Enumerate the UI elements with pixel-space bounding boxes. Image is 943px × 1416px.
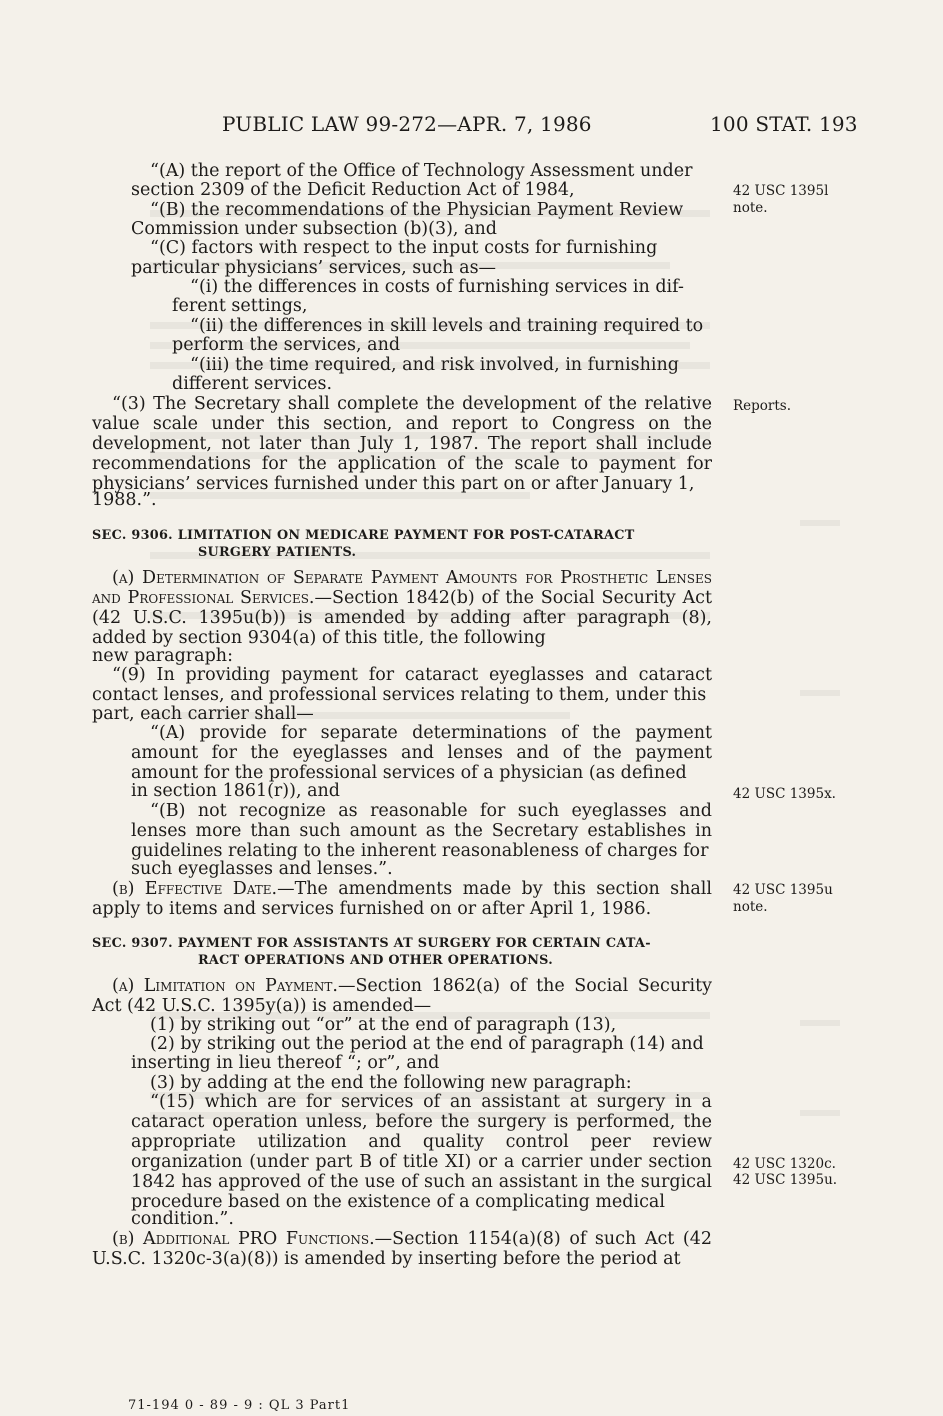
subitem-iii-line2: different services. xyxy=(172,374,333,394)
subsection-b-heading-9307: (b) Additional PRO Functions. xyxy=(112,1229,375,1249)
amendment-item-1: (1) by striking out “or” at the end of paragraph (13), xyxy=(150,1015,617,1035)
section-9307-subsection-b xyxy=(92,1229,712,1269)
subsection-a-heading: (a) Determination of Separate Payment Amounts for Prosthetic Lenses and Professional Services. xyxy=(92,568,712,608)
subitem-iii-line1: “(iii) the time required, and risk involved, in furnishing xyxy=(190,355,679,375)
clause-B-9306: “(B) not recognize as reasonable for such eyeglasses and lenses more than such amount as the Secretary establishes in guidelines relating to the inherent reasonableness of charges for xyxy=(131,801,712,861)
subitem-i-line1: “(i) the differences in costs of furnishing services in dif- xyxy=(190,277,684,297)
section-9306-heading-line1: SEC. 9306. LIMITATION ON MEDICARE PAYMENT FOR POST-CATARACT xyxy=(92,528,635,543)
section-9307-heading-line2: RACT OPERATIONS AND OTHER OPERATIONS. xyxy=(198,953,554,968)
item-C-line2: particular physicians’ services, such as— xyxy=(131,258,497,278)
margin-note-42usc1395x: 42 USC 1395x. xyxy=(733,786,836,802)
printer-footer-line: 71-194 0 - 89 - 9 : QL 3 Part1 xyxy=(128,1398,351,1413)
paragraph-3-end: 1988.”. xyxy=(92,490,157,510)
paragraph-3: “(3) The Secretary shall complete the development of the relative value scale under this section, and report to Congress on the development, not later than July 1, 1987. The report shall include recommendations for the application of the scale to payment for physicians’ services furnished under this part on or after January 1, xyxy=(92,394,712,494)
margin-note-reports: Reports. xyxy=(733,398,792,414)
subsection-b-heading: (b) Effective Date. xyxy=(112,879,278,899)
margin-note-42usc1395u-2: 42 USC 1395u. xyxy=(733,1172,838,1188)
item-A-line1: “(A) the report of the Office of Technology Assessment under xyxy=(150,161,693,181)
margin-note-note-2: note. xyxy=(733,899,768,915)
section-9306-subsection-a xyxy=(92,568,712,648)
subitem-ii-line1: “(ii) the differences in skill levels and training required to xyxy=(190,316,704,336)
clause-A-9306: “(A) provide for separate determinations of the payment amount for the eyeglasses and lenses and of the payment amount for the professional services of a physician (as defined xyxy=(131,723,712,783)
section-9306-heading-line2: SURGERY PATIENTS. xyxy=(198,545,357,560)
subsection-b-text-9307: —Section 1154(a)(8) of such Act (42 U.S.C. 1320c-3(a)(8)) is amended by inserting before the period at xyxy=(92,1229,712,1269)
subsection-a-text: —Section 1842(b) of the Social Security Act (42 U.S.C. 1395u(b)) is amended by adding after paragraph (8), added by section 9304(a) of this title, the following xyxy=(92,588,713,648)
margin-note-42usc1395u: 42 USC 1395u xyxy=(733,882,833,898)
subsection-b-text: —The amendments made by this section shall apply to items and services furnished on or after April 1, 1986. xyxy=(92,879,712,919)
paragraph-15-end: condition.”. xyxy=(131,1209,234,1229)
page-stat-number: 100 STAT. 193 xyxy=(710,112,858,136)
item-B-line1: “(B) the recommendations of the Physician Payment Review xyxy=(150,200,684,220)
paragraph-15: “(15) which are for services of an assistant at surgery in a cataract operation unless, before the surgery is performed, the appropriate utilization and quality control peer review organization (under part B of title XI) or a carrier under section 1842 has approved of the use of such an assistant in the surgical procedure based on the existence of a complicating medical xyxy=(131,1092,712,1212)
subsection-a-text-9307: —Section 1862(a) of the Social Security Act (42 U.S.C. 1395y(a)) is amended— xyxy=(92,976,712,1016)
subitem-ii-line2: perform the services, and xyxy=(172,335,401,355)
section-9307-subsection-a xyxy=(92,976,712,1016)
item-A-line2: section 2309 of the Deficit Reduction Act of 1984, xyxy=(131,180,575,200)
clause-A-9306-end: in section 1861(r)), and xyxy=(131,781,340,801)
margin-note-42usc1395l: 42 USC 1395l xyxy=(733,183,829,199)
item-C-line1: “(C) factors with respect to the input costs for furnishing xyxy=(150,238,658,258)
amendment-item-2-line2: inserting in lieu thereof “; or”, and xyxy=(131,1053,440,1073)
section-9307-heading-line1: SEC. 9307. PAYMENT FOR ASSISTANTS AT SURGERY FOR CERTAIN CATA- xyxy=(92,936,651,951)
section-9306-subsection-a-end: new paragraph: xyxy=(92,646,233,666)
amendment-item-3: (3) by adding at the end the following new paragraph: xyxy=(150,1073,632,1093)
subitem-i-line2: ferent settings, xyxy=(172,296,308,316)
item-B-line2: Commission under subsection (b)(3), and xyxy=(131,219,497,239)
section-9306-subsection-b xyxy=(92,879,712,919)
amendment-item-2-line1: (2) by striking out the period at the end of paragraph (14) and xyxy=(150,1034,704,1054)
clause-B-9306-end: such eyeglasses and lenses.”. xyxy=(131,859,393,879)
running-head-title: PUBLIC LAW 99-272—APR. 7, 1986 xyxy=(222,112,592,136)
subsection-a-heading-9307: (a) Limitation on Payment. xyxy=(112,976,338,996)
margin-note-note-1: note. xyxy=(733,200,768,216)
paragraph-9-end: part, each carrier shall— xyxy=(92,704,314,724)
paragraph-9: “(9) In providing payment for cataract eyeglasses and cataract contact lenses, and professional services relating to them, under this xyxy=(92,665,712,705)
margin-note-42usc1320c: 42 USC 1320c. xyxy=(733,1156,836,1172)
